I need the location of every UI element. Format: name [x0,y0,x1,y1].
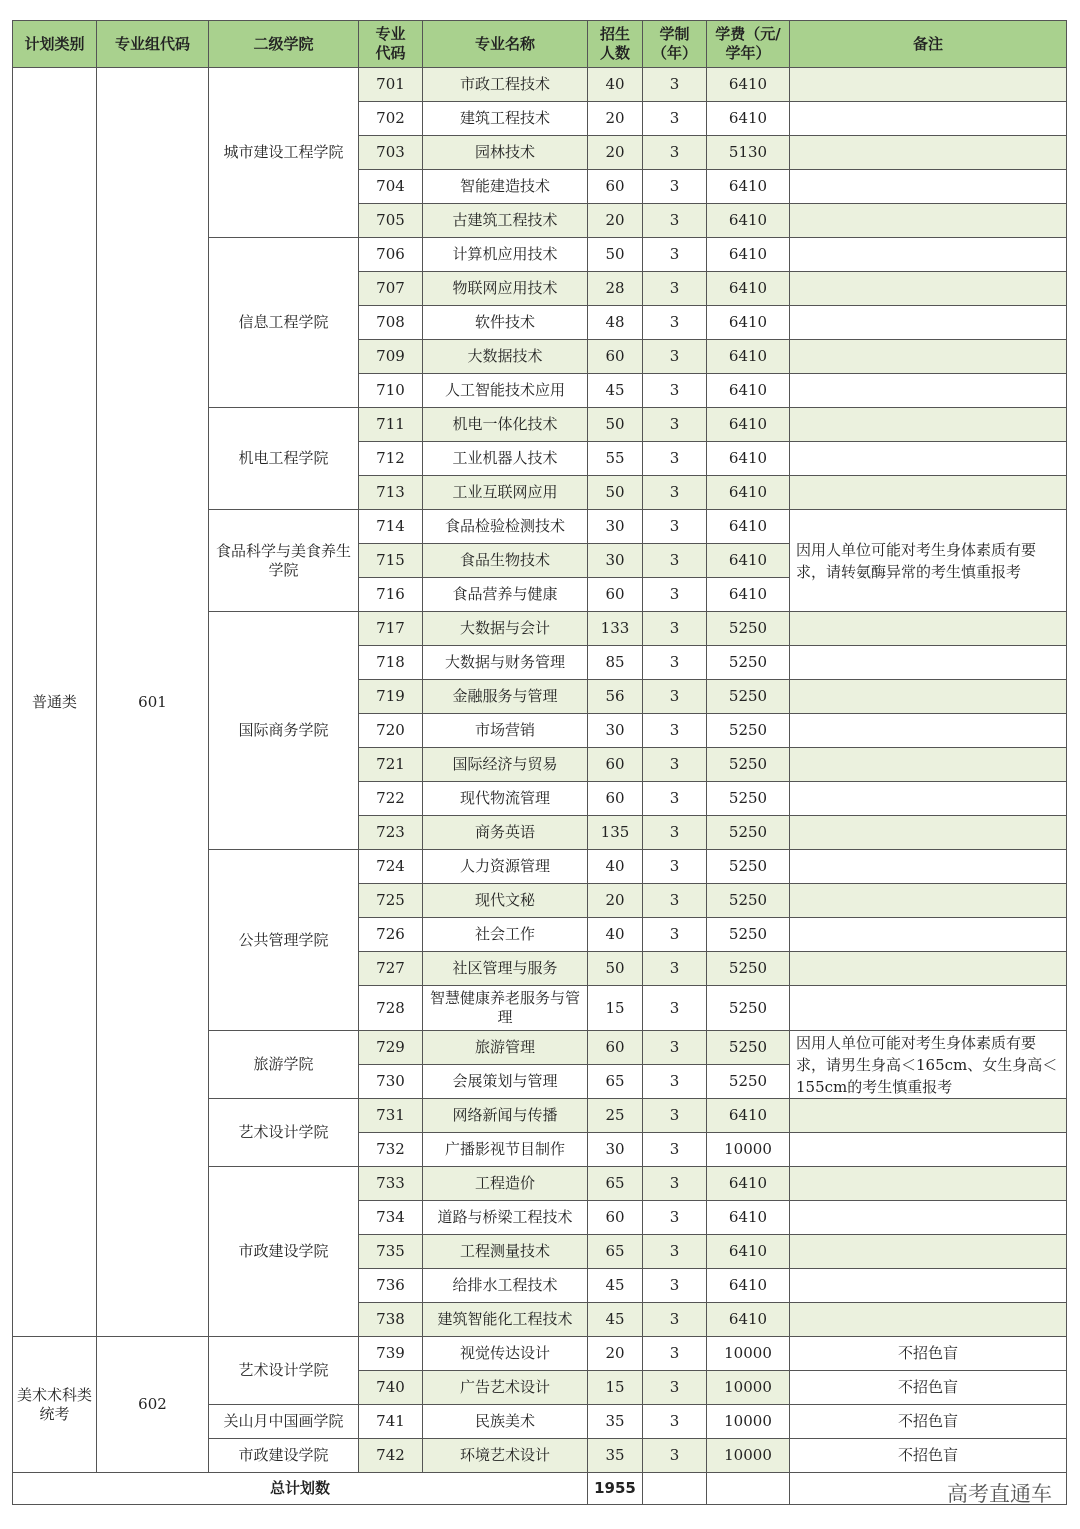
major-name-cell: 现代文秘 [423,884,588,918]
tuition-cell: 5250 [707,646,790,680]
tuition-cell: 10000 [707,1405,790,1439]
college-cell: 国际商务学院 [209,612,359,850]
tuition-cell: 5250 [707,680,790,714]
header-row [13,21,1067,68]
duration-cell: 3 [643,816,707,850]
major-name-cell: 网络新闻与传播 [423,1099,588,1133]
enrollment-count-cell: 15 [588,986,643,1031]
enrollment-count-cell: 30 [588,714,643,748]
tuition-cell: 6410 [707,1303,790,1337]
major-name-cell: 物联网应用技术 [423,272,588,306]
major-name-cell: 工业互联网应用 [423,476,588,510]
duration-cell: 3 [643,1167,707,1201]
major-code-cell: 703 [359,136,423,170]
tuition-cell: 5250 [707,748,790,782]
header-cell: 招生 人数 [588,21,643,68]
tuition-cell: 10000 [707,1439,790,1473]
tuition-cell: 5250 [707,612,790,646]
major-code-cell: 733 [359,1167,423,1201]
tuition-cell: 5250 [707,952,790,986]
college-cell: 市政建设学院 [209,1439,359,1473]
total-empty [707,1473,790,1505]
enrollment-count-cell: 35 [588,1439,643,1473]
college-cell: 关山月中国画学院 [209,1405,359,1439]
remark-cell [790,442,1067,476]
enrollment-count-cell: 65 [588,1235,643,1269]
enrollment-count-cell: 45 [588,1269,643,1303]
enrollment-count-cell: 85 [588,646,643,680]
major-code-cell: 708 [359,306,423,340]
tuition-cell: 6410 [707,306,790,340]
college-cell: 食品科学与美食养生学院 [209,510,359,612]
tuition-cell: 6410 [707,510,790,544]
major-code-cell: 736 [359,1269,423,1303]
major-code-cell: 702 [359,102,423,136]
duration-cell: 3 [643,1303,707,1337]
tuition-cell: 10000 [707,1371,790,1405]
duration-cell: 3 [643,102,707,136]
major-code-cell: 734 [359,1201,423,1235]
major-name-cell: 社会工作 [423,918,588,952]
enrollment-count-cell: 65 [588,1167,643,1201]
major-code-cell: 711 [359,408,423,442]
tuition-cell: 5250 [707,884,790,918]
duration-cell: 3 [643,408,707,442]
remark-cell [790,952,1067,986]
major-code-cell: 726 [359,918,423,952]
tuition-cell: 6410 [707,544,790,578]
remark-cell: 不招色盲 [790,1337,1067,1371]
major-name-cell: 食品检验检测技术 [423,510,588,544]
enrollment-count-cell: 20 [588,884,643,918]
major-code-cell: 739 [359,1337,423,1371]
major-code-cell: 730 [359,1065,423,1099]
duration-cell: 3 [643,782,707,816]
major-name-cell: 建筑工程技术 [423,102,588,136]
tuition-cell: 6410 [707,102,790,136]
major-code-cell: 716 [359,578,423,612]
plan-category-cell: 普通类 [13,68,97,1337]
tuition-cell: 5250 [707,714,790,748]
tuition-cell: 6410 [707,1235,790,1269]
major-name-cell: 工程造价 [423,1167,588,1201]
tuition-cell: 5250 [707,850,790,884]
duration-cell: 3 [643,1235,707,1269]
major-code-cell: 741 [359,1405,423,1439]
remark-cell [790,1133,1067,1167]
total-empty [643,1473,707,1505]
major-name-cell: 旅游管理 [423,1031,588,1065]
remark-cell [790,408,1067,442]
major-code-cell: 706 [359,238,423,272]
duration-cell: 3 [643,306,707,340]
duration-cell: 3 [643,748,707,782]
enrollment-count-cell: 56 [588,680,643,714]
major-name-cell: 现代物流管理 [423,782,588,816]
tuition-cell: 5130 [707,136,790,170]
major-code-cell: 713 [359,476,423,510]
major-name-cell: 大数据技术 [423,340,588,374]
tuition-cell: 6410 [707,1099,790,1133]
enrollment-count-cell: 25 [588,1099,643,1133]
duration-cell: 3 [643,476,707,510]
enrollment-count-cell: 48 [588,306,643,340]
remark-cell: 不招色盲 [790,1405,1067,1439]
college-cell: 公共管理学院 [209,850,359,1031]
tuition-cell: 6410 [707,68,790,102]
major-name-cell: 智能建造技术 [423,170,588,204]
enrollment-count-cell: 60 [588,1201,643,1235]
remark-cell [790,340,1067,374]
duration-cell: 3 [643,170,707,204]
plan-category-cell: 美术术科类统考 [13,1337,97,1473]
college-cell: 信息工程学院 [209,238,359,408]
duration-cell: 3 [643,1065,707,1099]
enrollment-count-cell: 40 [588,850,643,884]
duration-cell: 3 [643,1201,707,1235]
enrollment-plan-table [12,20,1067,1505]
major-code-cell: 714 [359,510,423,544]
remark-cell [790,1201,1067,1235]
duration-cell: 3 [643,578,707,612]
major-name-cell: 食品营养与健康 [423,578,588,612]
remark-cell [790,680,1067,714]
major-name-cell: 软件技术 [423,306,588,340]
duration-cell: 3 [643,442,707,476]
college-cell: 机电工程学院 [209,408,359,510]
group-code-cell: 602 [97,1337,209,1473]
enrollment-count-cell: 135 [588,816,643,850]
duration-cell: 3 [643,272,707,306]
enrollment-count-cell: 45 [588,1303,643,1337]
major-name-cell: 古建筑工程技术 [423,204,588,238]
duration-cell: 3 [643,1269,707,1303]
duration-cell: 3 [643,544,707,578]
remark-cell [790,1235,1067,1269]
major-code-cell: 723 [359,816,423,850]
enrollment-count-cell: 60 [588,1031,643,1065]
header-cell: 学制 （年） [643,21,707,68]
major-name-cell: 会展策划与管理 [423,1065,588,1099]
header-cell: 专业组代码 [97,21,209,68]
enrollment-count-cell: 40 [588,918,643,952]
major-name-cell: 民族美术 [423,1405,588,1439]
tuition-cell: 6410 [707,578,790,612]
college-cell: 艺术设计学院 [209,1337,359,1405]
remark-cell [790,782,1067,816]
enrollment-count-cell: 30 [588,510,643,544]
header-cell: 学费（元/ 学年） [707,21,790,68]
duration-cell: 3 [643,1439,707,1473]
major-name-cell: 商务英语 [423,816,588,850]
major-name-cell: 视觉传达设计 [423,1337,588,1371]
enrollment-count-cell: 60 [588,170,643,204]
enrollment-count-cell: 50 [588,476,643,510]
major-name-cell: 工业机器人技术 [423,442,588,476]
major-name-cell: 智慧健康养老服务与管理 [423,986,588,1031]
remark-cell [790,272,1067,306]
major-name-cell: 市场营销 [423,714,588,748]
remark-note-cell: 因用人单位可能对考生身体素质有要求，请转氨酶异常的考生慎重报考 [790,510,1067,612]
total-row [13,1473,1067,1505]
remark-cell [790,850,1067,884]
enrollment-count-cell: 40 [588,68,643,102]
remark-cell [790,612,1067,646]
enrollment-count-cell: 60 [588,748,643,782]
major-name-cell: 道路与桥梁工程技术 [423,1201,588,1235]
duration-cell: 3 [643,1337,707,1371]
remark-cell [790,1269,1067,1303]
major-code-cell: 728 [359,986,423,1031]
major-name-cell: 建筑智能化工程技术 [423,1303,588,1337]
major-code-cell: 721 [359,748,423,782]
major-code-cell: 707 [359,272,423,306]
duration-cell: 3 [643,646,707,680]
duration-cell: 3 [643,1099,707,1133]
major-code-cell: 742 [359,1439,423,1473]
remark-cell [790,136,1067,170]
major-code-cell: 704 [359,170,423,204]
major-name-cell: 给排水工程技术 [423,1269,588,1303]
enrollment-count-cell: 30 [588,544,643,578]
tuition-cell: 5250 [707,1031,790,1065]
remark-cell: 不招色盲 [790,1439,1067,1473]
tuition-cell: 5250 [707,1065,790,1099]
major-name-cell: 人力资源管理 [423,850,588,884]
enrollment-count-cell: 60 [588,782,643,816]
major-code-cell: 701 [359,68,423,102]
remark-cell [790,748,1067,782]
remark-cell [790,1303,1067,1337]
major-name-cell: 国际经济与贸易 [423,748,588,782]
remark-cell [790,170,1067,204]
major-code-cell: 718 [359,646,423,680]
tuition-cell: 6410 [707,1269,790,1303]
major-code-cell: 722 [359,782,423,816]
tuition-cell: 6410 [707,204,790,238]
enrollment-count-cell: 65 [588,1065,643,1099]
group-code-cell: 601 [97,68,209,1337]
major-name-cell: 园林技术 [423,136,588,170]
duration-cell: 3 [643,68,707,102]
tuition-cell: 10000 [707,1133,790,1167]
remark-cell [790,374,1067,408]
enrollment-count-cell: 15 [588,1371,643,1405]
table-row [13,68,1067,102]
tuition-cell: 6410 [707,1201,790,1235]
major-name-cell: 人工智能技术应用 [423,374,588,408]
enrollment-count-cell: 60 [588,578,643,612]
major-name-cell: 大数据与财务管理 [423,646,588,680]
duration-cell: 3 [643,986,707,1031]
duration-cell: 3 [643,952,707,986]
duration-cell: 3 [643,136,707,170]
header-cell: 专业名称 [423,21,588,68]
total-value: 1955 [588,1473,643,1505]
major-code-cell: 720 [359,714,423,748]
header-cell: 专业 代码 [359,21,423,68]
enrollment-count-cell: 50 [588,238,643,272]
tuition-cell: 10000 [707,1337,790,1371]
enrollment-count-cell: 55 [588,442,643,476]
major-name-cell: 食品生物技术 [423,544,588,578]
remark-cell [790,68,1067,102]
tuition-cell: 6410 [707,272,790,306]
major-code-cell: 731 [359,1099,423,1133]
major-code-cell: 732 [359,1133,423,1167]
tuition-cell: 6410 [707,374,790,408]
duration-cell: 3 [643,918,707,952]
remark-cell [790,204,1067,238]
enrollment-count-cell: 60 [588,340,643,374]
enrollment-count-cell: 20 [588,102,643,136]
enrollment-count-cell: 50 [588,952,643,986]
tuition-cell: 5250 [707,918,790,952]
enrollment-count-cell: 50 [588,408,643,442]
major-name-cell: 环境艺术设计 [423,1439,588,1473]
table-row [13,1337,1067,1371]
major-name-cell: 广播影视节目制作 [423,1133,588,1167]
duration-cell: 3 [643,714,707,748]
major-code-cell: 725 [359,884,423,918]
enrollment-count-cell: 133 [588,612,643,646]
duration-cell: 3 [643,204,707,238]
remark-cell [790,102,1067,136]
tuition-cell: 6410 [707,442,790,476]
tuition-cell: 5250 [707,816,790,850]
enrollment-count-cell: 28 [588,272,643,306]
tuition-cell: 6410 [707,238,790,272]
tuition-cell: 5250 [707,986,790,1031]
tuition-cell: 6410 [707,340,790,374]
remark-cell [790,816,1067,850]
major-code-cell: 735 [359,1235,423,1269]
enrollment-count-cell: 30 [588,1133,643,1167]
major-code-cell: 715 [359,544,423,578]
remark-cell [790,306,1067,340]
duration-cell: 3 [643,1031,707,1065]
major-code-cell: 717 [359,612,423,646]
remark-cell [790,918,1067,952]
tuition-cell: 6410 [707,170,790,204]
duration-cell: 3 [643,1405,707,1439]
major-code-cell: 705 [359,204,423,238]
watermark: 高考直通车 [947,1482,1052,1506]
remark-cell: 不招色盲 [790,1371,1067,1405]
duration-cell: 3 [643,340,707,374]
tuition-cell: 6410 [707,1167,790,1201]
duration-cell: 3 [643,1133,707,1167]
remark-cell [790,884,1067,918]
major-name-cell: 市政工程技术 [423,68,588,102]
header-cell: 备注 [790,21,1067,68]
duration-cell: 3 [643,1371,707,1405]
college-cell: 市政建设学院 [209,1167,359,1337]
major-code-cell: 709 [359,340,423,374]
duration-cell: 3 [643,238,707,272]
enrollment-count-cell: 20 [588,1337,643,1371]
tuition-cell: 6410 [707,408,790,442]
remark-cell [790,1099,1067,1133]
major-name-cell: 社区管理与服务 [423,952,588,986]
major-code-cell: 740 [359,1371,423,1405]
enrollment-count-cell: 35 [588,1405,643,1439]
enrollment-count-cell: 45 [588,374,643,408]
college-cell: 城市建设工程学院 [209,68,359,238]
major-code-cell: 738 [359,1303,423,1337]
remark-cell [790,714,1067,748]
remark-note-cell: 因用人单位可能对考生身体素质有要求，请男生身高＜165cm、女生身高＜155cm的考生慎重报考 [790,1031,1067,1099]
duration-cell: 3 [643,374,707,408]
duration-cell: 3 [643,850,707,884]
remark-cell [790,646,1067,680]
enrollment-count-cell: 20 [588,204,643,238]
major-name-cell: 广告艺术设计 [423,1371,588,1405]
total-label: 总计划数 [13,1473,588,1505]
tuition-cell: 5250 [707,782,790,816]
duration-cell: 3 [643,612,707,646]
major-code-cell: 729 [359,1031,423,1065]
major-name-cell: 工程测量技术 [423,1235,588,1269]
major-code-cell: 724 [359,850,423,884]
duration-cell: 3 [643,680,707,714]
tuition-cell: 6410 [707,476,790,510]
duration-cell: 3 [643,510,707,544]
major-name-cell: 金融服务与管理 [423,680,588,714]
remark-cell [790,1167,1067,1201]
duration-cell: 3 [643,884,707,918]
major-code-cell: 727 [359,952,423,986]
college-cell: 艺术设计学院 [209,1099,359,1167]
enrollment-count-cell: 20 [588,136,643,170]
college-cell: 旅游学院 [209,1031,359,1099]
major-code-cell: 719 [359,680,423,714]
major-name-cell: 计算机应用技术 [423,238,588,272]
major-code-cell: 712 [359,442,423,476]
header-cell: 计划类别 [13,21,97,68]
major-code-cell: 710 [359,374,423,408]
major-name-cell: 机电一体化技术 [423,408,588,442]
remark-cell [790,238,1067,272]
remark-cell [790,986,1067,1031]
header-cell: 二级学院 [209,21,359,68]
major-name-cell: 大数据与会计 [423,612,588,646]
remark-cell [790,476,1067,510]
